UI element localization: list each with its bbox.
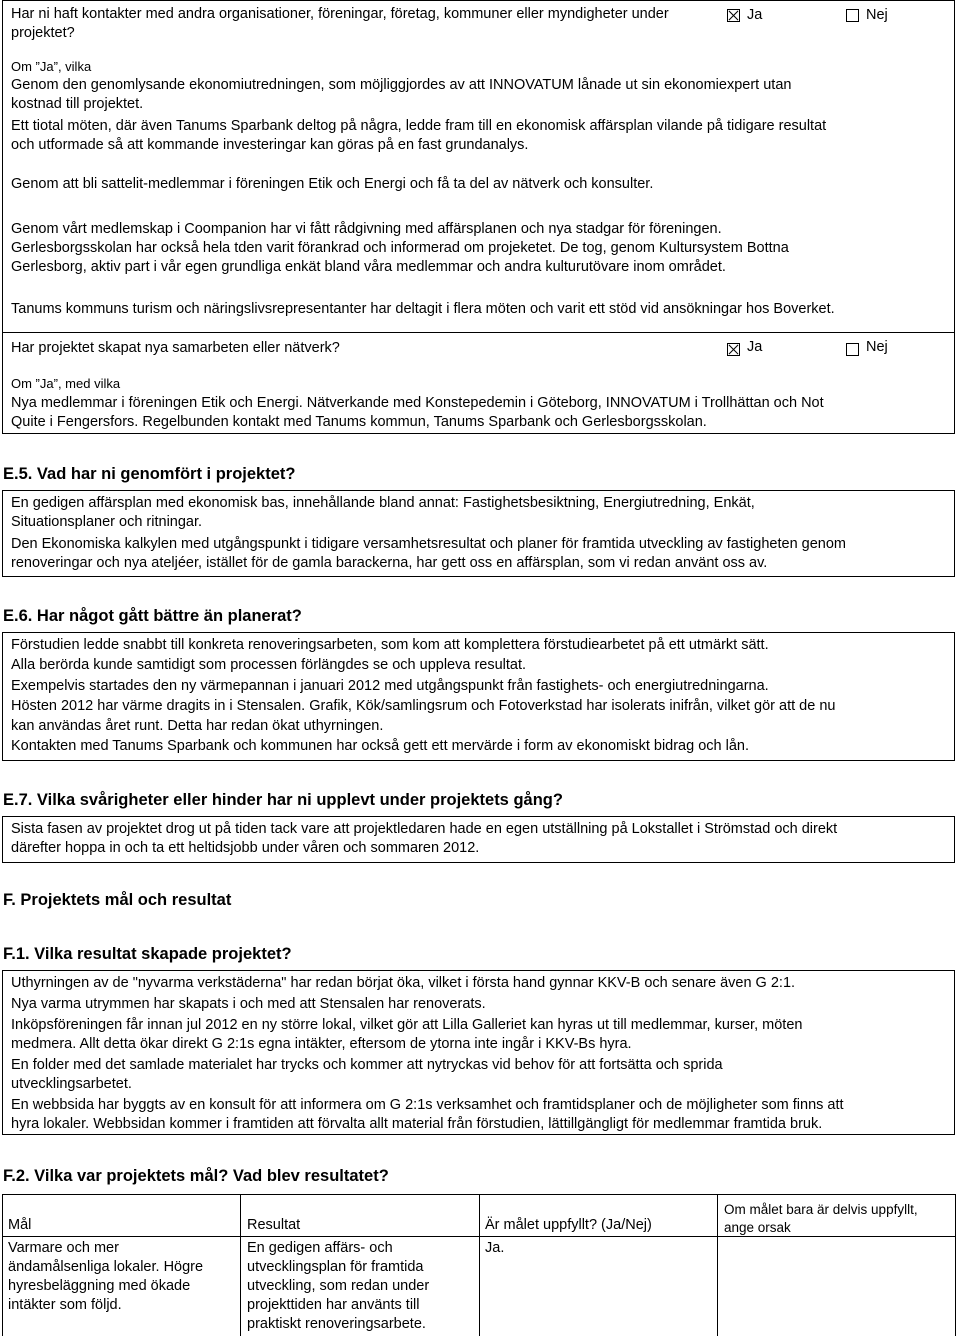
goal-cell-line: intäkter som följd. [8,1297,122,1313]
e6-text-line: Exempelvis startades den ny värmepannan i januari 2012 med utgångspunkt från fastighets- och energiutredningarna. [11,678,769,694]
goals-table [0,1194,960,1336]
contacts-text-line: Gerlesborg, aktiv part i vår egen grundliga enkät bland våra medlemmar och andra kulturutövare inom området. [11,259,726,275]
f1-answer-box [2,970,955,1135]
e6-text-line: Alla berörda kunde samtidigt som processen förlängdes se och uppleva resultat. [11,657,527,673]
contacts-question-line1: Har ni haft kontakter med andra organisationer, föreningar, företag, kommuner eller myndigheter under [11,6,669,22]
e6-text-line: Förstudien ledde snabbt till konkreta renoveringsarbeten, som kom att komplettera förstudiearbetet på ett utmärkt sätt. [11,637,769,653]
col-header-reason: Om målet bara är delvis uppfyllt, [724,1202,918,1217]
network-text-line: Quite i Fengersfors. Regelbunden kontakt med Tanums kommun, Tanums Sparbank och Gerlesborgsskolan. [11,414,707,430]
table-border-left [2,1194,3,1336]
section-heading-e5: E.5. Vad har ni genomfört i projektet? [3,465,296,483]
f1-text-line: En webbsida har byggts av en konsult för att informera om G 2:1s verksamhet och framtidsplaner och de möjligheter som finns att [11,1097,844,1113]
network-yes-checkbox[interactable] [727,343,740,356]
f1-text-line: Inköpsföreningen får innan jul 2012 en ny större lokal, vilket gör att Lilla Galleriet kan hyras ut till medlemmar, kurser, möten [11,1017,803,1033]
section-heading-e7: E.7. Vilka svårigheter eller hinder har ni upplevt under projektets gång? [3,791,563,809]
network-no-checkbox[interactable] [846,343,859,356]
col-header-reason: ange orsak [724,1220,791,1235]
e6-text-line: kan användas året runt. Detta har redan ökat uthyrningen. [11,718,384,734]
network-question: Har projektet skapat nya samarbeten eller nätverk? [11,340,340,356]
result-cell-line: praktiskt renoveringsarbete. [247,1316,426,1332]
e6-answer-box [2,632,955,761]
f1-text-line: En folder med det samlade materialet har trycks och kommer att nytryckas vid behov för att fortsätta och sprida [11,1057,723,1073]
result-cell-line: En gedigen affärs- och [247,1240,393,1256]
e5-text-line: En gedigen affärsplan med ekonomisk bas, innehållande bland annat: Fastighetsbesiktning, Energiutredning, Enkät, [11,495,755,511]
f1-text-line: Uthyrningen av de "nyvarma verkstäderna" har redan börjat öka, vilket i första hand gynnar KKV-B och senare även G 2:1. [11,975,796,991]
contacts-no-label: Nej [866,7,888,23]
e5-answer-box [2,490,955,577]
f1-text-line: utvecklingsarbetet. [11,1076,132,1092]
e5-text-line: Den Ekonomiska kalkylen med utgångspunkt i tidigare versamhetsresultat och planer för framtida utveckling av fastigheten genom [11,536,846,552]
contacts-section [2,0,955,333]
f1-text-line: medmera. Allt detta ökar direkt G 2:1s egna intäkter, eftersom de ytorna inte ingår i KKV-Bs hyra. [11,1036,632,1052]
e5-text-line: renoveringar och nya ateljéer, istället för de gamla barackerna, har gett oss en affärsplan, som vi redan använt oss av. [11,555,768,571]
col-header-fulfilled: Är målet uppfyllt? (Ja/Nej) [485,1217,652,1233]
goal-cell-line: Varmare och mer [8,1240,119,1256]
result-cell-line: projekttiden har använts till [247,1297,420,1313]
e6-text-line: Hösten 2012 har värme dragits in i Stensalen. Grafik, Kök/samlingsrum och Fotoverkstad har isolerats inifrån, vilket gör att de nu [11,698,836,714]
f1-text-line: hyra lokaler. Webbsidan kommer i framtiden att förvalta allt material från förstudien, lättillgängligt för medlemmar framtida bruk. [11,1116,823,1132]
contacts-text-line: och utformade så att kommande investeringar kan göras på en fast grundanalys. [11,137,529,153]
e7-answer-box [2,816,955,863]
contacts-which-label: Om ”Ja”, vilka [11,59,92,74]
contacts-yes-label: Ja [747,7,763,23]
table-col-divider [479,1194,480,1336]
section-heading-f: F. Projektets mål och resultat [3,891,232,909]
e5-text-line: Situationsplaner och ritningar. [11,514,203,530]
contacts-question-line2: projektet? [11,25,75,41]
network-yes-label: Ja [747,339,763,355]
contacts-text-line: Ett tiotal möten, där även Tanums Sparbank deltog på några, ledde fram till en ekonomisk affärsplan vilande på tidigare resultat [11,118,827,134]
contacts-text-line: Genom den genomlysande ekonomiutredningen, som möjliggjordes av att INNOVATUM lånade ut sin ekonomiexpert utan [11,77,792,93]
contacts-text-line: Genom att bli sattelit-medlemmar i föreningen Etik och Energi och få ta del av nätverk och konsulter. [11,176,654,192]
contacts-no-checkbox[interactable] [846,9,859,22]
col-header-result: Resultat [247,1217,301,1233]
table-border-right [955,1194,956,1336]
e7-text-line: därefter hoppa in och ta ett heltidsjobb under våren och sommaren 2012. [11,840,480,856]
section-heading-f1: F.1. Vilka resultat skapade projektet? [3,945,292,963]
f1-text-line: Nya varma utrymmen har skapats i och med att Stensalen har renoverats. [11,996,486,1012]
col-header-goal: Mål [8,1217,32,1233]
table-col-divider [717,1194,718,1336]
result-cell-line: utveckling, som redan under [247,1278,430,1294]
contacts-text-line: Tanums kommuns turism och näringslivsrepresentanter har deltagit i flera möten och varit ett stöd vid ansökningar hos Boverket. [11,301,835,317]
network-no-label: Nej [866,339,888,355]
contacts-yes-checkbox[interactable] [727,9,740,22]
table-col-divider [240,1194,241,1336]
section-heading-e6: E.6. Har något gått bättre än planerat? [3,607,302,625]
section-heading-f2: F.2. Vilka var projektets mål? Vad blev resultatet? [3,1167,389,1185]
contacts-text-line: Genom vårt medlemskap i Coompanion har vi fått rådgivning med affärsplanen och nya stadgar för föreningen. [11,221,722,237]
result-cell-line: utvecklingsplan för framtida [247,1259,424,1275]
contacts-text-line: Gerlesborgsskolan har också hela tden varit förankrad och informerad om projeketet. De tog, genom Kultursystem Bottna [11,240,789,256]
network-section [2,332,955,434]
goal-cell-line: hyresbeläggning med ökade [8,1278,191,1294]
e6-text-line: Kontakten med Tanums Sparbank och kommunen har också gett ett mervärde i form av ekonomiskt bidrag och lån. [11,738,749,754]
goal-cell-line: ändamålsenliga lokaler. Högre [8,1259,204,1275]
fulfilled-cell: Ja. [485,1240,505,1256]
network-which-label: Om ”Ja”, med vilka [11,376,121,391]
e7-text-line: Sista fasen av projektet drog ut på tiden tack vare att projektledaren hade en egen utställning på Lokstallet i Strömstad och direkt [11,821,838,837]
contacts-text-line: kostnad till projektet. [11,96,144,112]
network-text-line: Nya medlemmar i föreningen Etik och Energi. Nätverkande med Konstepedemin i Göteborg, INNOVATUM i Trollhättan och Not [11,395,824,411]
